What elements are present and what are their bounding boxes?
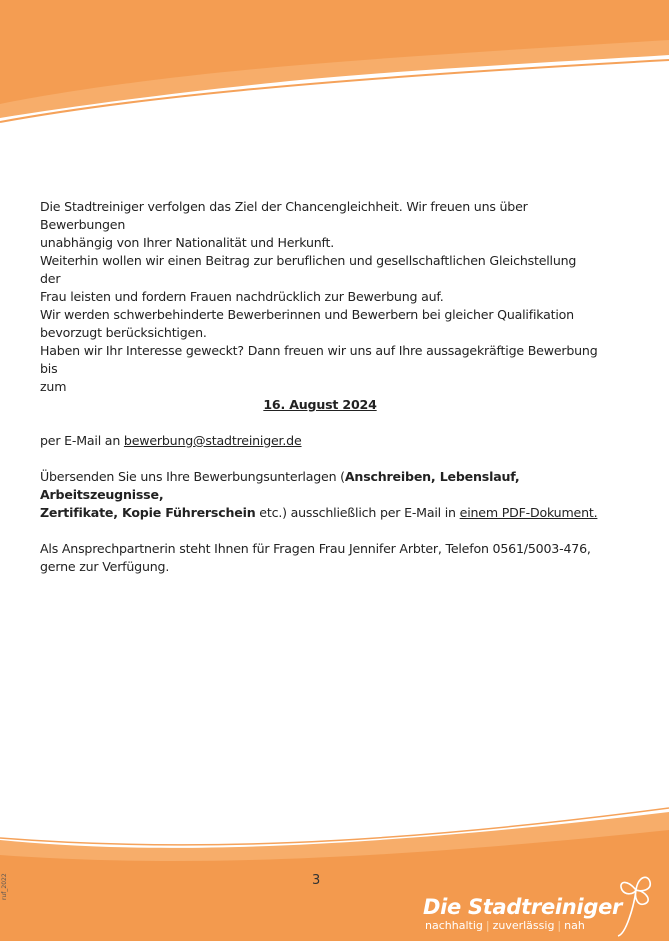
paragraph-contact	[40, 540, 600, 576]
docs-pdf-note: einem PDF-Dokument.	[459, 505, 598, 520]
tagline-word: nah	[564, 919, 585, 932]
top-orange-band	[0, 0, 669, 130]
line: Haben wir Ihr Interesse geweckt? Dann freuen wir uns auf Ihre aussagekräftige Bewerbung bis	[40, 343, 598, 376]
paragraph-email	[40, 432, 600, 450]
tagline-word: zuverlässig	[492, 919, 555, 932]
line: zum	[40, 379, 67, 394]
line: bevorzugt berücksichtigen.	[40, 325, 207, 340]
company-logo	[423, 895, 622, 933]
page-number: 3	[312, 873, 321, 888]
paragraph-interest	[40, 342, 600, 396]
letter-body	[40, 198, 600, 576]
tagline-word: nachhaltig	[425, 919, 483, 932]
paragraph-documents	[40, 468, 600, 522]
line: gerne zur Verfügung.	[40, 559, 170, 574]
clover-icon	[612, 868, 662, 938]
docs-text-2: etc.) ausschließlich per E-Mail in	[255, 505, 460, 520]
docs-bold-2: Zertifikate, Kopie Führerschein	[40, 505, 256, 520]
line: Wir werden schwerbehinderte Bewerberinnen und Bewerbern bei gleicher Qualifikation	[40, 307, 574, 322]
line: Frau leisten und fordern Frauen nachdrücklich zur Bewerbung auf.	[40, 289, 444, 304]
paragraph-gender-equality	[40, 252, 600, 306]
email-link[interactable]: bewerbung@stadtreiniger.de	[123, 433, 302, 448]
line: Als Ansprechpartnerin steht Ihnen für Fragen Frau Jennifer Arbter, Telefon 0561/5003-476,	[40, 541, 591, 556]
line: Weiterhin wollen wir einen Beitrag zur beruflichen und gesellschaftlichen Gleichstellung der	[40, 253, 577, 286]
logo-tagline: nachhaltig | zuverlässig | nah	[425, 919, 585, 932]
email-prefix: per E-Mail an	[40, 433, 124, 448]
logo-name: Die Stadtreiniger	[423, 895, 623, 919]
paragraph-disability	[40, 306, 600, 342]
paragraph-equal-opportunity	[40, 198, 600, 252]
docs-bold-1: Anschreiben, Lebenslauf, Arbeitszeugnisse,	[40, 469, 520, 502]
deadline-date: 16. August 2024	[263, 397, 377, 412]
margin-note: ruf_2022	[1, 873, 8, 900]
line: Die Stadtreiniger verfolgen das Ziel der Chancengleichheit. Wir freuen uns über Bewerbungen	[40, 199, 528, 232]
docs-text-1: Übersenden Sie uns Ihre Bewerbungsunterlagen (	[40, 469, 345, 484]
line: unabhängig von Ihrer Nationalität und Herkunft.	[40, 235, 335, 250]
